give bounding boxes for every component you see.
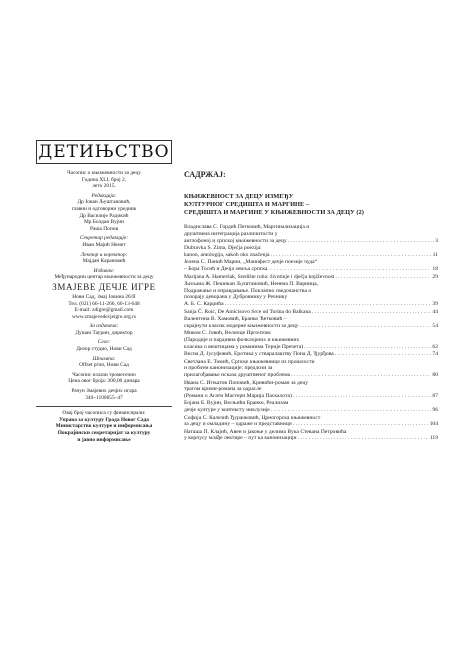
page-number: 104 [429,421,438,428]
printing-label: Штампа: [92,355,116,362]
section-heading [184,193,438,218]
contents-title: САДРЖАЈ: [184,170,226,179]
dot-leader [291,372,431,379]
funding-line: Покрајински секретаријат за културу [57,430,151,436]
dot-leader [298,435,429,442]
page-number: 44 [432,308,438,315]
entry-text: скрајнути класик модерне књижевности за децу [184,322,299,329]
funding-line: Министарство културе и информисања [55,423,153,430]
entry-text: Миком С. Јовић, Величце Пргочтовс [184,330,272,337]
typesetting-name: Дизор студио, Нови Сад [76,346,132,353]
entry-text: Наташа П. Клајић, Авен и јакоње у делима Вука Стевана Петровића [184,428,347,435]
page-number: 62 [432,343,438,350]
dot-leader [335,274,431,281]
contents-entry-line [184,393,438,400]
dot-leader [271,407,432,414]
publisher-org: Међународни центар књижевности за децу [54,274,154,281]
entry-text: дечје културе у контексту инклузије [184,406,270,413]
entry-text: (Пародије и пардивна фолклорних и књижевних [184,336,300,343]
dot-leader [268,266,431,273]
contents-entry-line [184,400,438,407]
divider [36,406,172,407]
masthead-year-issue: Година XLI, број 2, [81,176,127,183]
contents-entry[interactable] [184,259,438,272]
contents-entry-line [184,323,438,330]
entry-text: позорају деворана у Дубровнику у Речнику [184,294,288,301]
funding-intro: Овај број часописа су финансирали: [62,410,146,417]
page-number: 11 [432,251,438,258]
secretary-name: Иваи Мајић Немет [82,241,126,248]
publisher-big-name: ЗМАЈЕВЕ ДЕЧЈЕ ИГРЕ [52,281,156,292]
page-number: 74 [432,351,438,358]
contents-entry-line [184,309,438,316]
director-label: За издавача: [89,323,119,330]
entry-text: друштвена интеграција различитости у [184,231,278,238]
editor-name: Др Василије Радикић [79,212,129,219]
funding-line: Управа за културу Града Новог Сада [58,416,149,423]
entry-text: за децу и омладину – одраже и представници [184,421,292,428]
dot-leader [293,393,432,400]
entry-text: Софија С. Калезић Ђурачковић, Црногорска књижевност [184,414,321,421]
contents-entry-line [184,380,438,387]
contents-entry-line [184,372,438,379]
impressum [36,140,172,443]
page-number: 54 [432,322,438,329]
director-name: Душан Таурин, директор [75,329,133,336]
entry-text: Бојана Б. Вујин, Весњићи Бранко, Реализам [184,400,289,407]
contents-entry-line [184,365,438,372]
publisher-label: Издавач: [93,267,115,274]
entry-text: Љиљана Ж. Пешикан Љуштановић, Ненена П. Варница, [184,281,319,288]
contents-entry-line [184,386,438,393]
editor-role: главни и одговорни уредник [71,205,137,212]
entry-text: и проблем канонизације: предлози за [184,365,273,372]
frequency-line: Часопис излази тромесечно [72,371,136,378]
secretary-label: Секретар редакције: [79,235,129,242]
page-number: 80 [432,371,438,378]
entry-text: трагом крими-романа за одрасле [184,386,262,393]
entry-text: kanon, antologija, sakoh oko značenja [184,251,270,258]
publisher-web[interactable]: www.zmajevedecjeigre.org.rs [71,313,137,320]
contents-entry-line [184,274,438,281]
masthead-season: лето 2015. [92,183,116,190]
entry-text: Светлана Е. Томић, Српске књижевнице из прошлости [184,358,315,365]
typesetting-label: Слог: [97,339,111,346]
contents-entry[interactable] [184,429,438,442]
section-heading-line: КЊИЖЕВНОСТ ЗА ДЕЦУ ИЗМЕЂУ [184,192,294,200]
contents-entry-line [184,301,438,308]
section-heading-line: СРЕДИШТА И МАРГИНЕ У КЊИЖЕВНОСТИ ЗА ДЕЦУ (2) [184,209,364,217]
masthead-logo [36,140,172,164]
entry-text: Весна Д. Јусуфовић, Еротика у стваралаштву Пона Д. Ђурђова [184,351,334,358]
printing-name: Offset print, Нови Сад [79,362,129,369]
contents-entry[interactable] [184,380,438,400]
logo-text: ДЕТИЊСТВО [38,142,170,162]
editor-name: Раша Попов [90,225,118,232]
entry-text: (Романи о Агати Мастерн Марија Паскалота) [184,392,292,399]
contents-entry-line [184,435,438,442]
publisher-phone: Тел. (021) 66-11-266, 66-13-648 [68,300,140,307]
dot-leader [304,344,431,351]
dot-leader [300,323,432,330]
contents-entry[interactable] [184,274,438,281]
section-heading-line: КУЛТУРНОГ СРЕДИШТА И МАРГИНЕ – [184,200,310,208]
account-number: 340–1100655–47 [85,394,123,401]
entry-text: – Бора Тосић и Дечја земља српска [184,266,268,273]
publisher-address: Нови Сад, Змај Јовина 26/II [72,293,136,300]
contents-entry[interactable] [184,400,438,413]
editor-name: Др Јован Љуштановић, [77,199,131,206]
contents-entry-line [184,351,438,358]
contents-entry-line [184,415,438,422]
contents-entry-line [184,231,438,238]
entry-text: Marijana A. Hameršak, Središte ruba: životinje i dječja književnost [184,273,335,280]
contents-entry[interactable] [184,245,438,258]
page-number: 87 [432,392,438,399]
entry-text: Sanja Č. Roić, De Amicisovo Srce od Torina do Balkana [184,308,311,315]
contents-entry-line [184,421,438,428]
contents-entry-line [184,266,438,273]
contents-entry-line [184,245,438,252]
account-line: Рачун Змајевих дечјих игара [71,388,137,395]
masthead-subtitle: Часопис о књижевности за децу [67,170,141,176]
page-number: 119 [429,435,438,442]
entry-text: Владислава С. Гордић Петковић, Маргинализација и [184,224,310,231]
page-number: 96 [432,406,438,413]
proofreader-label: Лектор и коректор: [80,251,128,258]
entry-text: класика о вештицама у романима Терије Пречета) [184,343,304,350]
contents-entry[interactable] [184,224,438,244]
entry-text: прилагођавање исказа друштвеног проблема [184,371,291,378]
dot-leader [312,309,432,316]
entry-text: Валентина В. Хамовић, Бранко Ћетковић – [184,316,287,323]
contents-entry-line [184,337,438,344]
editors-label: Редакција: [91,192,117,199]
contents-entry-line [184,252,438,259]
contents-entry-line [184,330,438,337]
page-number: 29 [432,273,438,280]
contents-entry-line [184,238,438,245]
dot-leader [293,421,429,428]
contents-entry-line [184,407,438,414]
contents-entry[interactable] [184,309,438,316]
entry-text: Јелена С. Панић Марни, „Манифест дечје поезије чуда“ [184,259,318,266]
price-line: Цена овог броја: 300,00 динара [68,378,140,385]
publisher-email[interactable]: E-mail: zdigre@gmail.com [74,307,134,314]
contents-entry[interactable] [184,281,438,307]
entry-text: у корпусу млађе лектире – пут ка канонизацији [184,435,297,442]
contents-entry-line [184,316,438,323]
page-number: 18 [432,266,438,273]
funding-line: и јавно информисање [77,436,131,443]
contents-entry[interactable] [184,351,438,358]
entry-text: Dubravka S. Zima, Dječja poezija: [184,245,262,252]
table-of-contents [184,172,438,443]
proofreader-name: Мајдан Карановић [82,258,126,265]
entry-text: А. Б. С. Карџића [184,301,224,308]
contents-entry[interactable] [184,359,438,379]
page-number: 3 [435,237,438,244]
dot-leader [335,351,432,358]
contents-entry-line [184,224,438,231]
contents-entry-line [184,281,438,288]
contents-entry[interactable] [184,330,438,350]
dot-leader [270,252,431,259]
dot-leader [225,301,432,308]
contents-entries [184,224,438,441]
entry-text: Подражање и оправдавање. Поклапно сведочанства о [184,287,312,294]
dot-leader [288,238,435,245]
contents-entry[interactable] [184,316,438,329]
contents-entry[interactable] [184,415,438,428]
entry-text: англофоној и српској књижевности за децу [184,237,287,244]
editor-name: Мр Болдан Вујин [83,219,125,226]
page-number: 39 [432,301,438,308]
contents-entry-line [184,344,438,351]
entry-text: Ивана С. Игњатов Поповић, Кривићи-роман за децу [184,379,309,386]
